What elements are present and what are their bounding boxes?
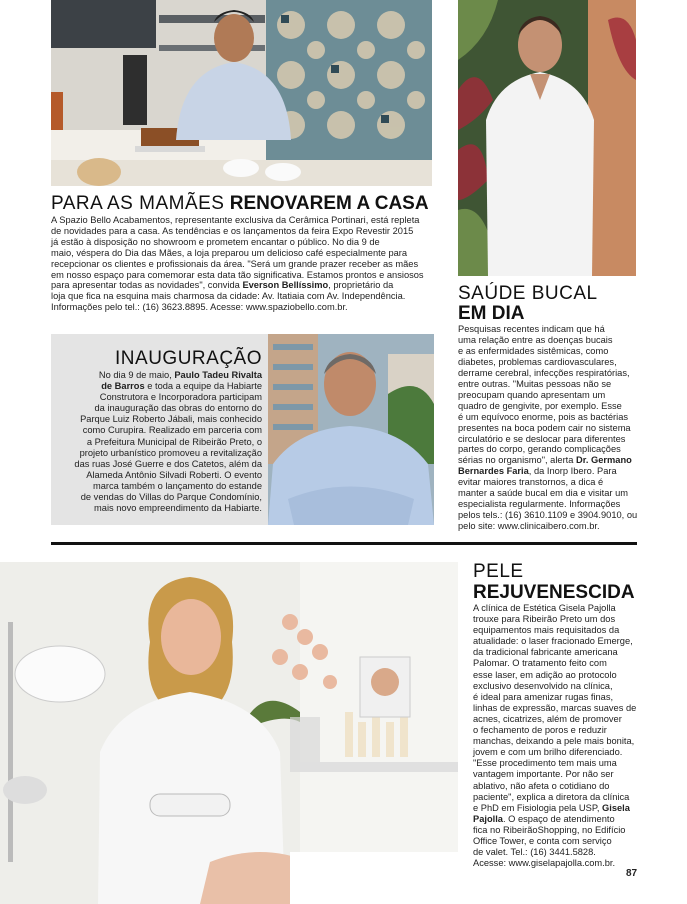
title-thin: PELE xyxy=(473,561,524,582)
article-body: A clínica de Estética Gisela Pajolla trouxe para Ribeirão Preto um dos equipamentos mais requisitados da atualidade: o laser fracionado Emerge, da tradicional fabricante americana Palomar. O tratamento feito com esse laser, em adição ao protocolo exclusivo desenvolvido na clínica, é ideal para amenizar rugas finas, linhas de expressão, marcas suaves de acnes, cicatrizes, além de promover o fechamento de poros e reduzir manchas, deixando a pele mais bonita, jovem e com um brilho diferenciado. "Esse procedimento tem mais uma vantagem importante. Por não ser ablativo, não afeta o cotidiano do paciente", explica a diretora da clínica e PhD em Fisiologia pela USP, Gisela Pajolla. O espaço de atendimento fica no RibeirãoShopping, no Edifício Office Tower, e conta com serviço de valet. Tel.: (16) 3441.5828. Acesse: www.giselapajolla.com.br. xyxy=(473,603,637,869)
article-inauguracao xyxy=(55,348,262,514)
title-thin: INAUGURAÇÃO xyxy=(115,348,262,369)
title-thin: PARA AS MAMÃES xyxy=(51,193,225,214)
title-bold: EM DIA xyxy=(458,303,525,324)
photo-habiarte-man xyxy=(268,334,434,525)
body-line: maio, véspera do Dia das Mães, a loja preparou um delicioso café especialmente para xyxy=(51,247,408,258)
page-number: 87 xyxy=(626,868,638,879)
article-spazio-bello xyxy=(51,193,436,313)
body-line: Informações pelo tel.: (16) 3623.8895. Acesse: www.spaziobello.com.br. xyxy=(51,302,348,313)
article-body xyxy=(51,215,436,313)
article-pele-rejuvenescida xyxy=(473,561,643,869)
article-body: No dia 9 de maio, Paulo Tadeu Rivalta de Barros e toda a equipe da Habiarte Construtora e Incorporadora participam da inauguração das obras do entorno do Parque Luiz Roberto Jábali, mais conhecido como Curupira. Realizado em parceria com a Prefeitura Municipal de Ribeirão Preto, o projeto urbanístico promoveu a revitalização das ruas José Guerre e dos Catetos, além da Alameda Antônio Silvadi Roberti. O evento marca também o lançamento do estande de vendas do Villas do Parque Condomínio, mais novo empreendimento da Habiarte. xyxy=(74,370,262,514)
photo-kitchen-man xyxy=(51,0,432,186)
body-line: loja que fica na esquina mais charmosa da cidade: Av. Itatiaia com Av. Independência. xyxy=(51,291,406,302)
bold-name: Paulo Tadeu Rivalta xyxy=(174,370,262,380)
body-line: A Spazio Bello Acabamentos, representante exclusiva da Cerâmica Portinari, está repleta xyxy=(51,215,420,225)
body-line: já estão à disposição no showroom e prometem encantar o público. No dia 9 de xyxy=(51,236,380,247)
photo-clinic xyxy=(0,562,458,904)
title-bold: REJUVENESCIDA xyxy=(473,582,635,603)
article-body: Pesquisas recentes indicam que há uma relação entre as doenças bucais e as enfermidades sistêmicas, como diabetes, problemas cardiovasculares, derrame cerebral, infecções respiratórias, entre outras. "Muitas pessoas não se preocupam quando apresentam um quadro de gengivite, por exemplo. Esse é um equívoco enorme, pois as bactérias presentes na boca podem cair no sistema circulatório e se deslocar para diferentes partes do corpo, gerando complicações sérias no organismo", alerta Dr. Germano Bernardes Faria, da Inorp Ibero. Para evitar maiores transtornos, a dica é manter a saúde bucal em dia e visitar um especialista regularmente. Informações pelos tels.: (16) 3610.1109 e 3904.9010, ou pelo site: www.clinicaibero.com.br. xyxy=(458,324,638,532)
title-bold: RENOVAREM A CASA xyxy=(229,193,429,214)
title-thin: SAÚDE BUCAL xyxy=(458,283,598,304)
photo-dentist xyxy=(458,0,636,276)
body-line: recepcionar os clientes e profissionais da área. "Será um grande prazer receber as mães xyxy=(51,258,419,269)
section-divider xyxy=(51,542,637,545)
body-line: para apresentar todas as novidades", convida Everson Bellíssimo, proprietário da xyxy=(51,280,394,291)
body-line: em nosso espaço para comemorar esta data tão significativa. Estamos prontos e ansiosos xyxy=(51,269,424,280)
article-saude-bucal xyxy=(458,284,638,532)
body-line: de novidades para a casa. As tendências e os lançamentos da feira Expo Revestir 2015 xyxy=(51,225,414,236)
article-title xyxy=(51,193,436,215)
bold-name: Everson Bellíssimo xyxy=(242,280,329,291)
